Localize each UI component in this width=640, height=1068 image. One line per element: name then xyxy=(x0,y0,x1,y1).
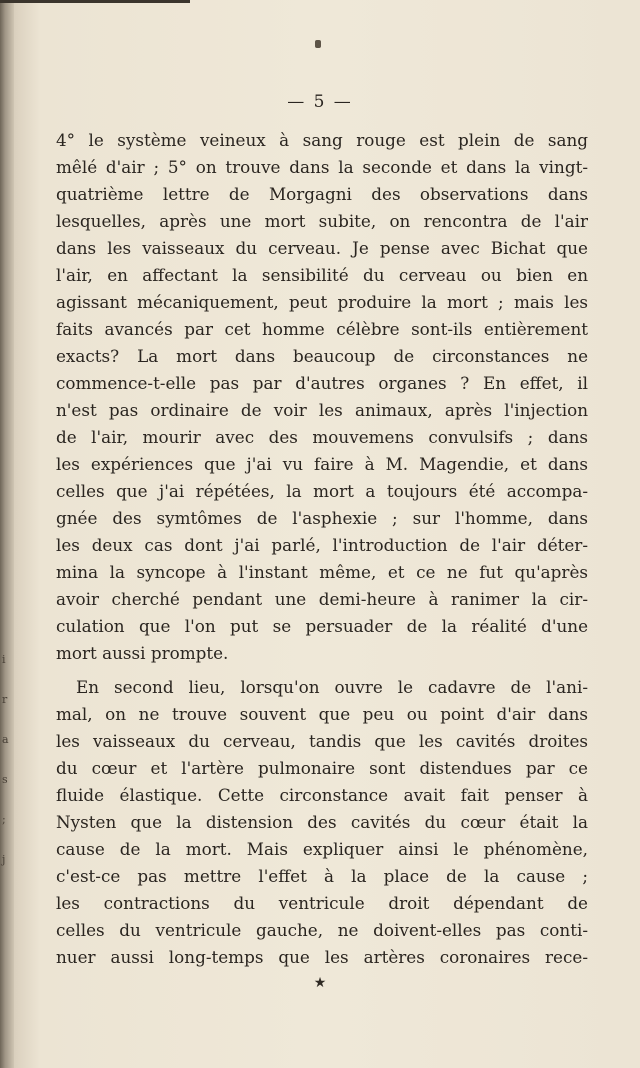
text-line: lesquelles, après une mort subite, on rencontra de l'air xyxy=(56,211,588,231)
text-line: celles du ventricule gauche, ne doivent-elles pas conti- xyxy=(56,920,588,940)
text-line: les deux cas dont j'ai parlé, l'introduction de l'air déter- xyxy=(56,535,588,555)
text-line: En second lieu, lorsqu'on ouvre le cadavre de l'ani- xyxy=(76,677,588,697)
text-line: c'est-ce pas mettre l'effet à la place de la cause ; xyxy=(56,866,588,886)
text-line: agissant mécaniquement, peut produire la mort ; mais les xyxy=(56,292,588,312)
margin-glyph: a xyxy=(2,733,9,746)
margin-glyph: ; xyxy=(2,813,6,826)
paragraph-2 xyxy=(56,674,588,971)
text-line: mêlé d'air ; 5° on trouve dans la seconde et dans la vingt- xyxy=(56,157,588,177)
text-line: culation que l'on put se persuader de la réalité d'une xyxy=(56,616,588,636)
footer-star-mark: ★ xyxy=(313,975,327,991)
text-line: les vaisseaux du cerveau, tandis que les cavités droites xyxy=(56,731,588,751)
text-line: nuer aussi long-temps que les artères coronaires rece- xyxy=(56,947,588,967)
text-line: l'air, en affectant la sensibilité du cerveau ou bien en xyxy=(56,265,588,285)
text-line: les expériences que j'ai vu faire à M. Magendie, et dans xyxy=(56,454,588,474)
text-line: du cœur et l'artère pulmonaire sont distendues par ce xyxy=(56,758,588,778)
ink-spot xyxy=(315,40,321,48)
text-line: de l'air, mourir avec des mouvemens convulsifs ; dans xyxy=(56,427,588,447)
text-line: les contractions du ventricule droit dépendant de xyxy=(56,893,588,913)
margin-glyph: i xyxy=(2,653,6,666)
text-line: Nysten que la distension des cavités du cœur était la xyxy=(56,812,588,832)
text-line: mort aussi prompte. xyxy=(56,643,229,663)
margin-glyphs xyxy=(2,640,14,880)
text-line: commence-t-elle pas par d'autres organes ? En effet, il xyxy=(56,373,588,393)
text-line: n'est pas ordinaire de voir les animaux, après l'injection xyxy=(56,400,588,420)
text-body xyxy=(56,127,588,971)
text-line: quatrième lettre de Morgagni des observations dans xyxy=(56,184,588,204)
page-number: — 5 — xyxy=(287,92,353,112)
text-line: fluide élastique. Cette circonstance avait fait penser à xyxy=(56,785,588,805)
paragraph-gap xyxy=(56,667,588,674)
text-line: exacts? La mort dans beaucoup de circonstances ne xyxy=(56,346,588,366)
text-line: 4° le système veineux à sang rouge est plein de sang xyxy=(56,130,588,150)
text-line: mal, on ne trouve souvent que peu ou point d'air dans xyxy=(56,704,588,724)
top-edge-mark xyxy=(0,0,190,3)
text-line: avoir cherché pendant une demi-heure à ranimer la cir- xyxy=(56,589,588,609)
margin-glyph: j xyxy=(2,853,6,866)
text-line: celles que j'ai répétées, la mort a toujours été accompa- xyxy=(56,481,588,501)
paragraph-1 xyxy=(56,127,588,667)
margin-glyph: s xyxy=(2,773,8,786)
text-line: gnée des symtômes de l'asphexie ; sur l'homme, dans xyxy=(56,508,588,528)
text-line: dans les vaisseaux du cerveau. Je pense avec Bichat que xyxy=(56,238,588,258)
text-line: faits avancés par cet homme célèbre sont-ils entièrement xyxy=(56,319,588,339)
text-line: cause de la mort. Mais expliquer ainsi le phénomène, xyxy=(56,839,588,859)
binding-edge xyxy=(0,0,14,1068)
text-line: mina la syncope à l'instant même, et ce ne fut qu'après xyxy=(56,562,588,582)
margin-glyph: r xyxy=(2,693,8,706)
